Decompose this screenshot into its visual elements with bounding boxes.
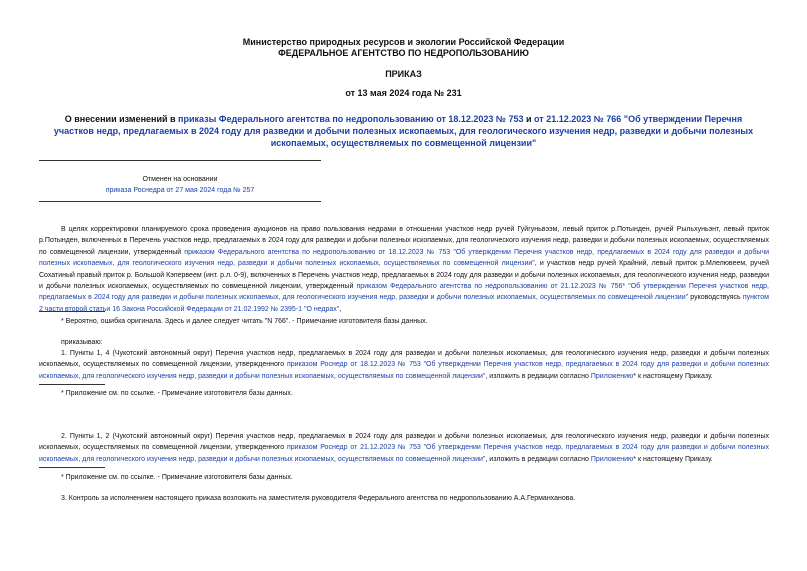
preamble-link-law[interactable]: пунктом 2 части второй статьи 16 Закона Российской Федерации от 21.02.1992 № 2395-1 "О недрах" xyxy=(39,294,769,313)
footnote-3: * Приложение см. по ссылке. - Примечание изготовителя базы данных. xyxy=(61,474,293,481)
item-1-link-appendix[interactable]: Приложению xyxy=(590,372,634,380)
item-2-text: * к настоящему Приказу. xyxy=(633,455,713,463)
item-2-link-order[interactable]: приказом Роснедр от 21.12.2023 № 753 "Об утверждении Перечня участков недр, предлагаемых в 2024 году для разведки и добычи полезных ископаемых, для геологического изучения недр, разведки и добычи полезных ископаемых, осуществляемых по совмещенной лицензии" xyxy=(39,444,769,463)
ministry-name: Министерство природных ресурсов и экологии Российской Федерации xyxy=(242,37,565,47)
preamble-text: , xyxy=(339,305,342,313)
title-link-order-753[interactable]: приказы Федерального агентства по недропользованию от 18.12.2023 № 753 xyxy=(178,114,524,124)
item-1-text: 1. Пункты 1, 4 (Чукотский автономный округ) Перечня участков недр, предлагаемых в 2024 году для разведки и добычи полезных ископаемых, для геологического изучения недр, разведки и добычи полезных ископаемых, осуществляемых по совмещенной лицензии, утвержденного xyxy=(39,350,769,369)
footnote-divider xyxy=(39,311,105,312)
preamble-text: В целях корректировки планируемого срока проведения аукционов на право пользования недрами в отношении участков недр ручей Гуйгуньвээм, левый приток р.Потынден, ручей Рыльхуньэнт, левый приток р.Потынден, включенных в Перечень участков недр, предлагаемых в 2024 году для разведки и добычи полезных ископаемых, для геологического изучения недр, разведки и добычи полезных ископаемых, осуществляемых по совмещенной лицензии, утвержденный xyxy=(39,226,769,256)
item-1 xyxy=(39,348,769,382)
item-1-link-order[interactable]: приказом Роснедр от 18.12.2023 № 753 "Об утверждении Перечня участков недр, предлагаемых в 2024 году для разведки и добычи полезных ископаемых, для геологического изучения недр, разведки и добычи полезных ископаемых, осуществляемых по совмещенной лицензии" xyxy=(39,361,769,380)
title-link-order-766[interactable]: от 21.12.2023 № 766 "Об утверждении Перечня участков недр, предлагаемых в 2024 году для разведки и добычи полезных ископаемых, для геологического изучения недр, разведки и добычи полезных ископаемых, осуществляемых по совмещенной лицензии" xyxy=(53,114,754,148)
item-1-text: * к настоящему Приказу. xyxy=(633,372,713,380)
item-2-text: 2. Пункты 1, 2 (Чукотский автономный округ) Перечня участков недр, предлагаемых в 2024 году для разведки и добычи полезных ископаемых, для геологического изучения недр, разведки и добычи полезных ископаемых, осуществляемых по совмещенной лицензии, утвержденного xyxy=(39,433,769,452)
divider xyxy=(39,160,321,161)
footnote-2: * Приложение см. по ссылке. - Примечание изготовителя базы данных. xyxy=(61,390,293,397)
preamble-text: , и участков недр ручей Крайний, левый приток р.Млелювеем, ручей Сохатиный правый приток р. Большой Кэпервеем (инт. р.л. 0-9), включенных в Перечень участков недр, предлагаемых в 2024 году для разведки и добычи полезных ископаемых, для геологического изучения недр, разведки и добычи полезных ископаемых, осуществляемых по совмещенной лицензии, утвержденный xyxy=(39,260,770,291)
item-2 xyxy=(39,431,769,465)
agency-name: ФЕДЕРАЛЬНОЕ АГЕНТСТВО ПО НЕДРОПОЛЬЗОВАНИЮ xyxy=(278,48,529,58)
item-2-text: , изложить в редакции согласно xyxy=(485,455,591,463)
cancel-link[interactable]: приказа Роснедра от 27 мая 2024 года № 257 xyxy=(105,187,255,194)
footnote-divider xyxy=(39,384,105,385)
item-3: 3. Контроль за исполнением настоящего приказа возложить на заместителя руководителя Федерального агентства по недропользованию А.А.Германханова. xyxy=(61,495,576,502)
preamble-text: руководствуясь xyxy=(688,294,743,302)
footnote-1: * Вероятно, ошибка оригинала. Здесь и далее следует читать "N 766". - Примечание изготовителя базы данных. xyxy=(61,318,428,325)
doc-type: ПРИКАЗ xyxy=(385,69,422,79)
title-mid: и xyxy=(523,114,535,124)
preamble-link-order-753[interactable]: приказом Федерального агентства по недропользованию от 18.12.2023 № 753 "Об утверждении Перечня участков недр, предлагаемых в 2024 году для разведки и добычи полезных ископаемых, для геологического изучения недр, разведки и добычи полезных ископаемых, осуществляемых по совмещенной лицензии" xyxy=(39,248,769,268)
divider xyxy=(39,201,321,202)
item-1-text: , изложить в редакции согласно xyxy=(485,372,591,380)
item-2-link-appendix[interactable]: Приложению xyxy=(590,455,634,463)
preamble-link-order-756[interactable]: приказом Федерального агентства по недропользованию от 21.12.2023 № 756* "Об утверждении Перечня участков недр, предлагаемых в 2024 году для разведки и добычи полезных ископаемых, для геологического изучения недр, разведки и добычи полезных ископаемых, осуществляемых по совмещенной лицензии" xyxy=(39,283,770,302)
title-prefix: О внесении изменений в xyxy=(64,114,179,124)
order-word: приказываю: xyxy=(61,339,103,346)
preamble-paragraph xyxy=(39,224,769,315)
cancel-label: Отменен на основании xyxy=(142,176,218,183)
document-title xyxy=(45,113,762,149)
footnote-divider xyxy=(39,467,105,468)
doc-date-number: от 13 мая 2024 года № 231 xyxy=(345,88,462,98)
